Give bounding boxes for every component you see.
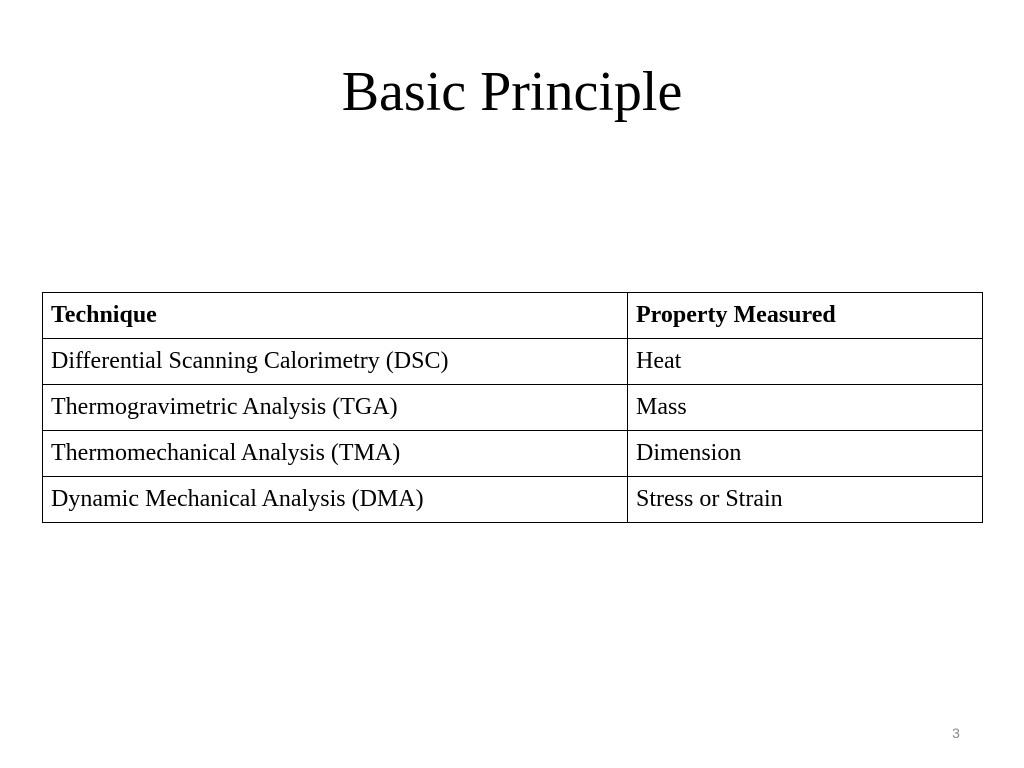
technique-table — [42, 292, 983, 523]
table-row — [43, 385, 983, 431]
slide-title: Basic Principle — [341, 61, 683, 123]
technique-cell: Thermomechanical Analysis (TMA) — [43, 431, 628, 477]
property-cell: Mass — [628, 385, 983, 431]
property-cell: Heat — [628, 339, 983, 385]
header-property-measured: Property Measured — [628, 293, 983, 339]
table-header-row — [43, 293, 983, 339]
property-cell: Dimension — [628, 431, 983, 477]
table-row — [43, 339, 983, 385]
technique-cell: Differential Scanning Calorimetry (DSC) — [43, 339, 628, 385]
table-row — [43, 431, 983, 477]
table-row — [43, 477, 983, 523]
technique-cell: Thermogravimetric Analysis (TGA) — [43, 385, 628, 431]
page-number: 3 — [952, 725, 960, 741]
property-cell: Stress or Strain — [628, 477, 983, 523]
technique-cell: Dynamic Mechanical Analysis (DMA) — [43, 477, 628, 523]
header-technique: Technique — [43, 293, 628, 339]
